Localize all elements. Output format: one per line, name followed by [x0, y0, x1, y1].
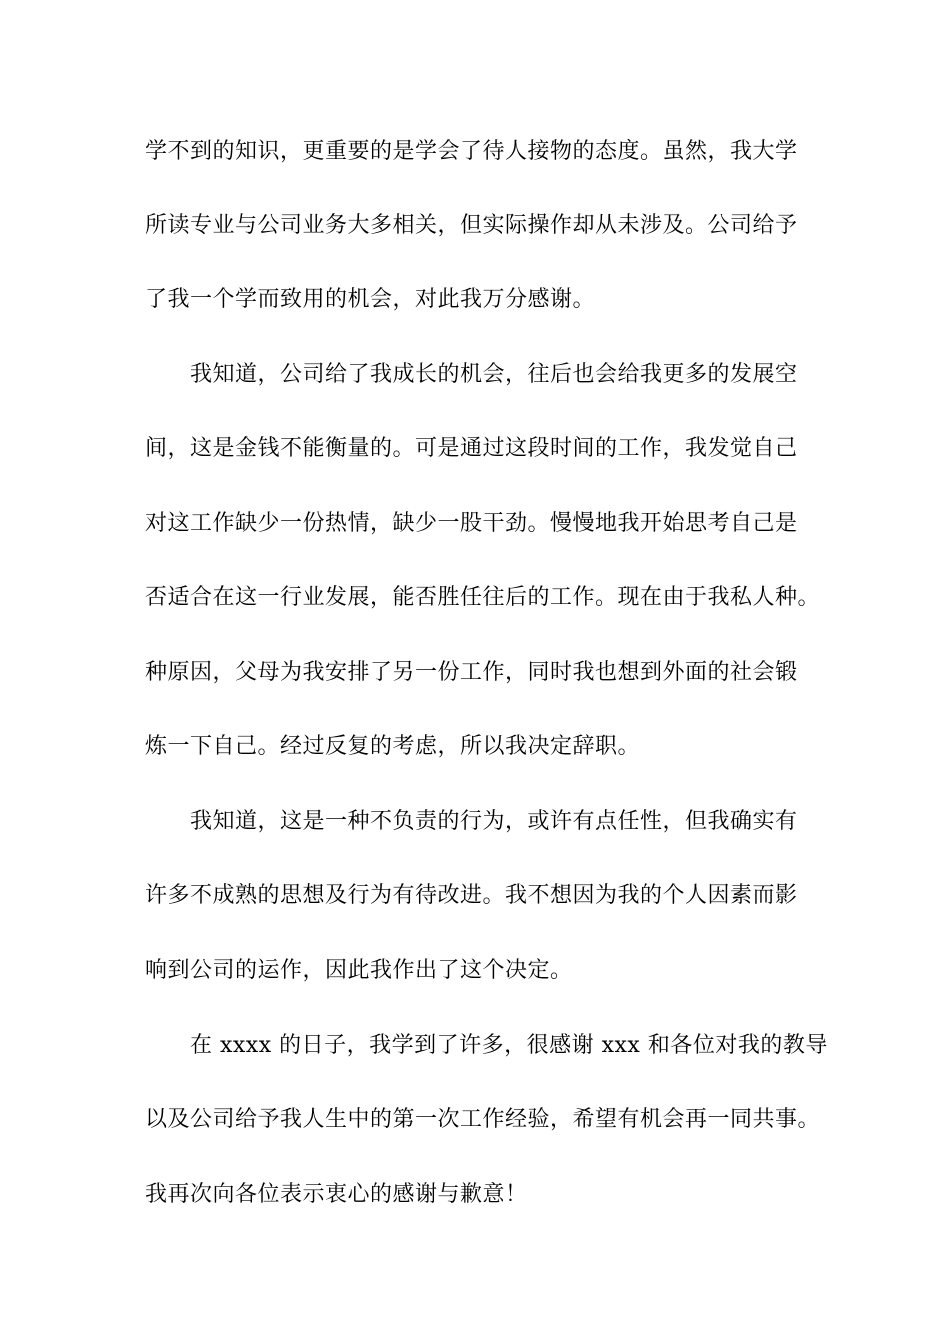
text-line: 否适合在这一行业发展，能否胜任往后的工作。现在由于我私人种。 — [145, 585, 821, 610]
paragraph-first-line: 我知道，公司给了我成长的机会，往后也会给我更多的发展空 — [190, 362, 798, 387]
text-line: 许多不成熟的思想及行为有待改进。我不想因为我的个人因素而影 — [145, 883, 798, 908]
text-line: 对这工作缺少一份热情，缺少一股干劲。慢慢地我开始思考自己是 — [145, 511, 798, 536]
text-line: 种原因，父母为我安排了另一份工作，同时我也想到外面的社会锻 — [145, 660, 798, 685]
text-line: 了我一个学而致用的机会，对此我万分感谢。 — [145, 287, 596, 312]
text-line: 学不到的知识，更重要的是学会了待人接物的态度。虽然，我大学 — [145, 139, 798, 164]
paragraph-first-line: 我知道，这是一种不负责的行为，或许有点任性，但我确实有 — [190, 809, 798, 834]
text-line: 以及公司给予我人生中的第一次工作经验，希望有机会再一同共事。 — [145, 1107, 821, 1132]
text-line: 我再次向各位表示衷心的感谢与歉意！ — [145, 1182, 528, 1207]
text-line: 间，这是金钱不能衡量的。可是通过这段时间的工作，我发觉自己 — [145, 436, 798, 461]
text-line: 响到公司的运作，因此我作出了这个决定。 — [145, 958, 573, 983]
text-line: 炼一下自己。经过反复的考虑，所以我决定辞职。 — [145, 734, 641, 759]
paragraph-first-line: 在 xxxx 的日子，我学到了许多，很感谢 xxx 和各位对我的教导 — [190, 1033, 828, 1058]
text-line: 所读专业与公司业务大多相关，但实际操作却从未涉及。公司给予 — [145, 213, 798, 238]
